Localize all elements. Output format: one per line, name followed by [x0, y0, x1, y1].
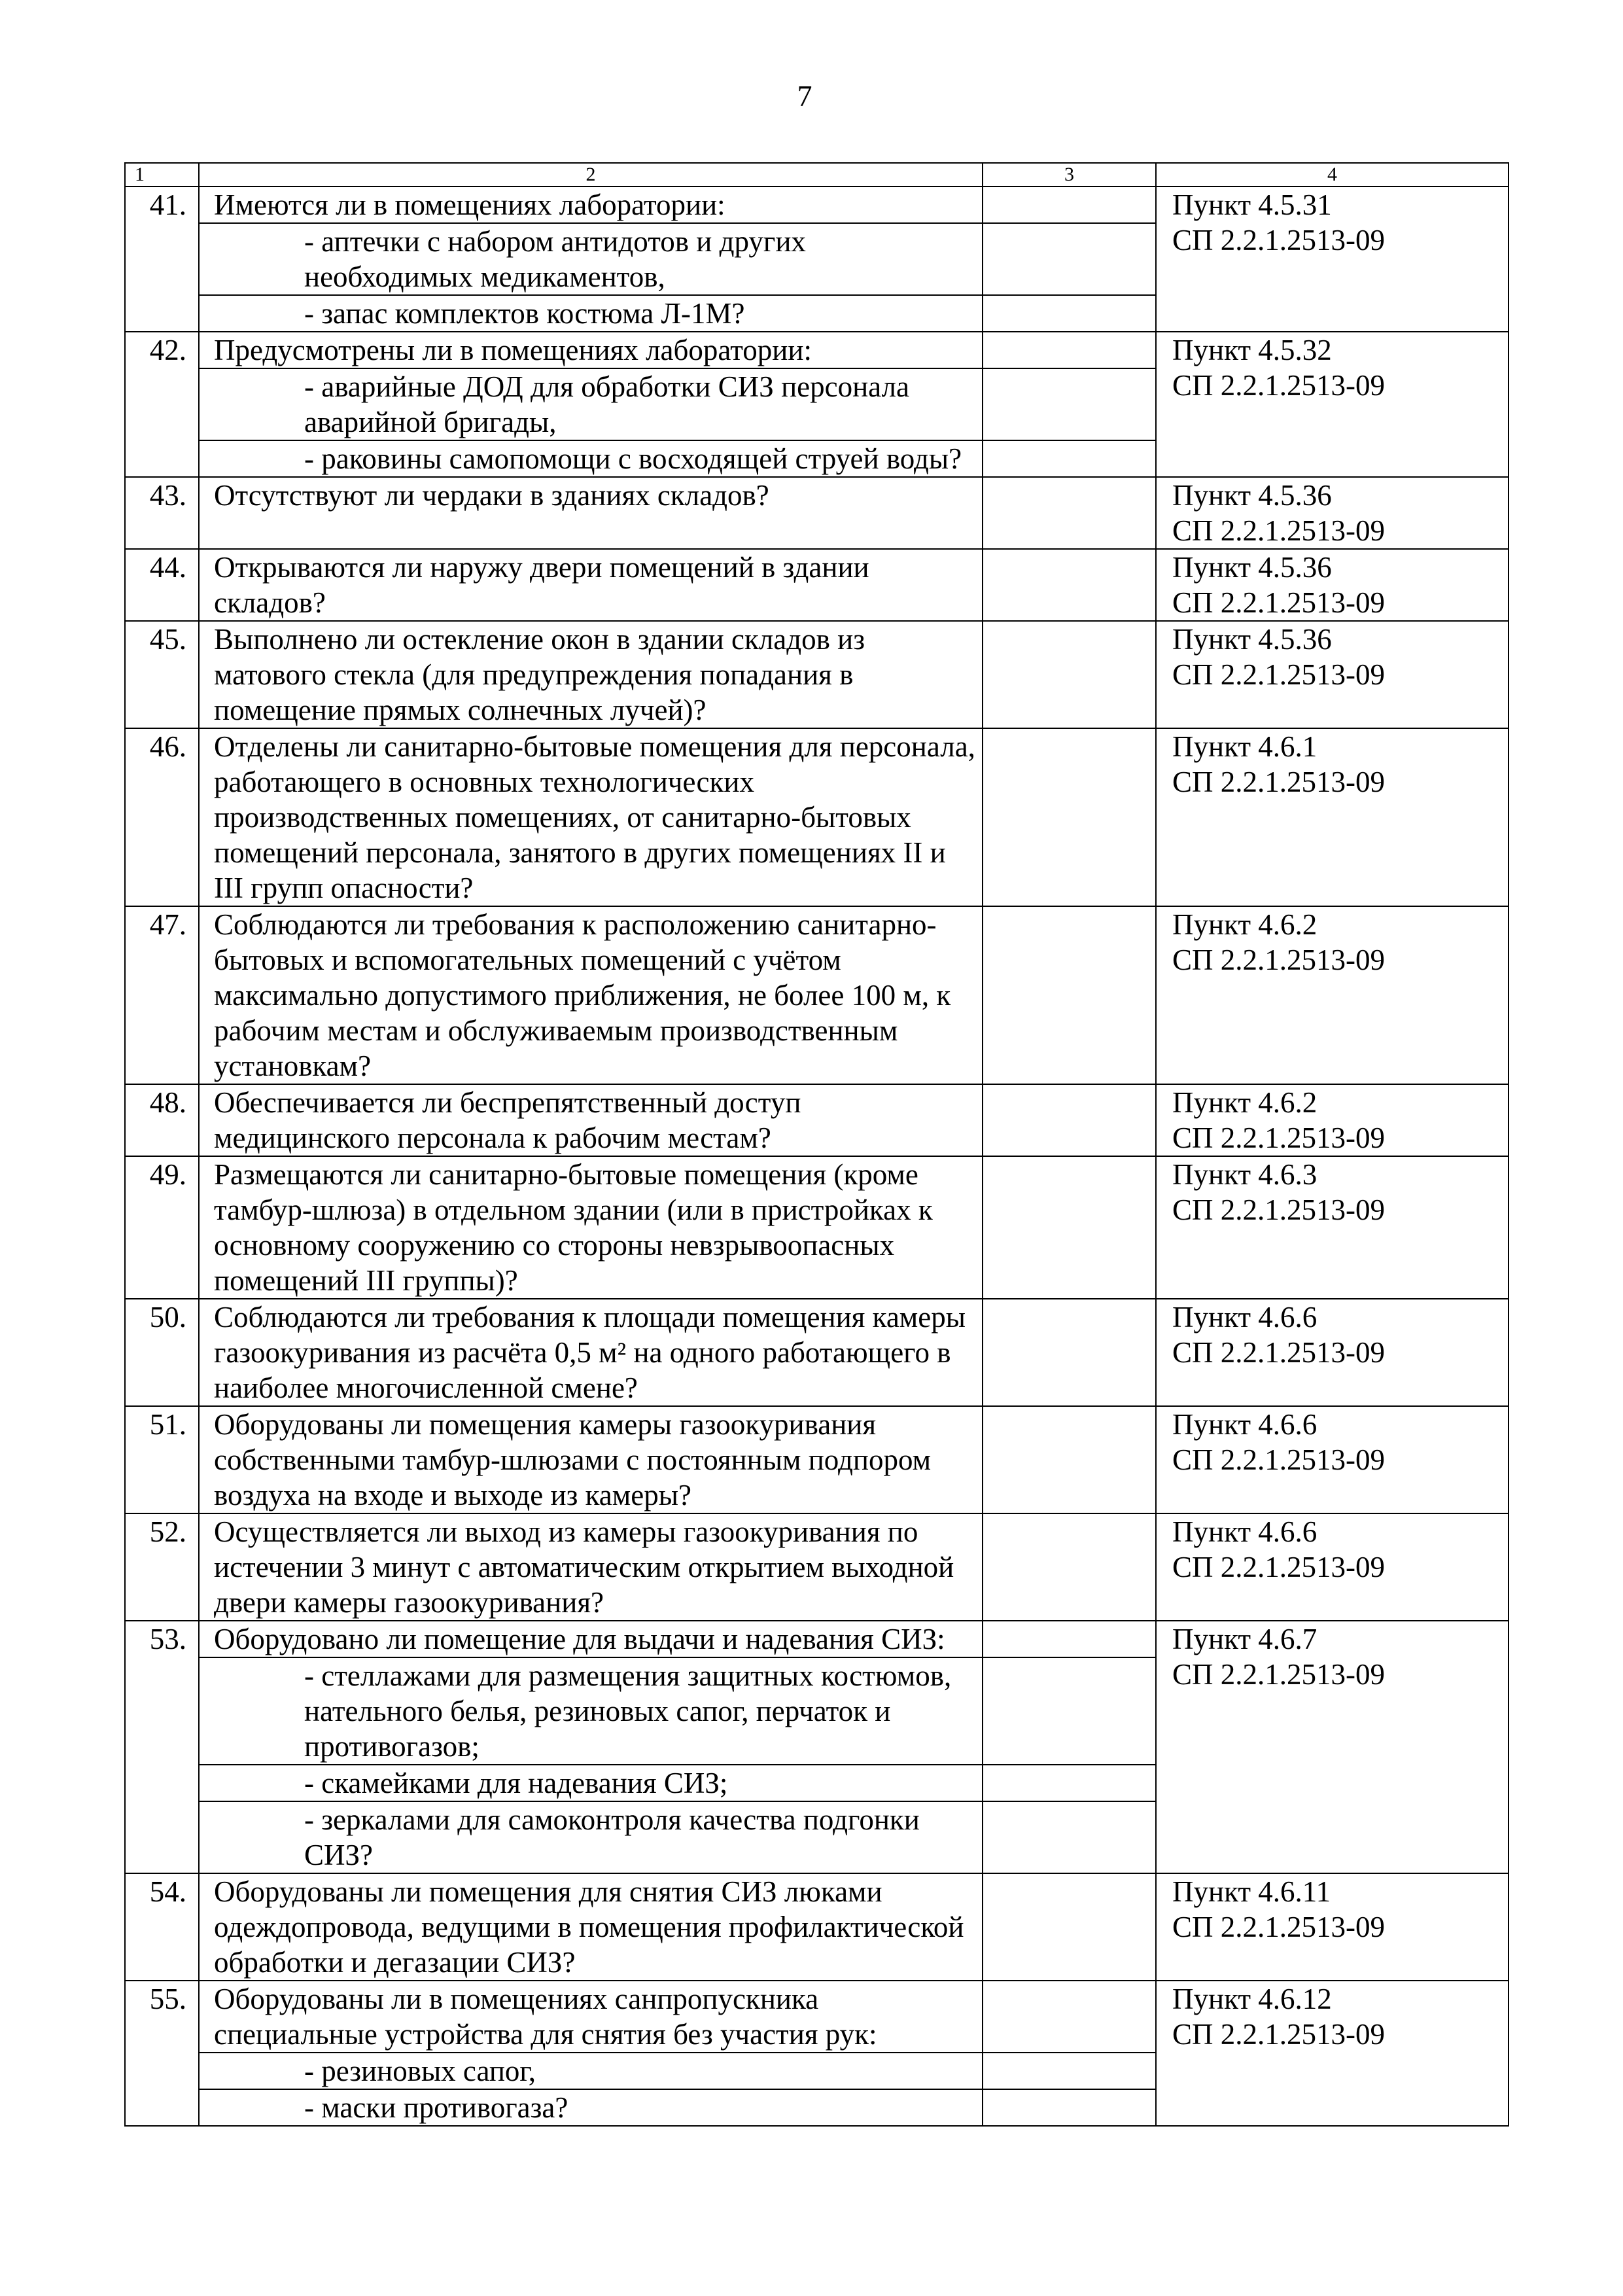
result-cell — [983, 1765, 1156, 1801]
item-question: Оборудованы ли в помещениях санпропускника специальные устройства для снятия без участия рук: — [199, 1981, 983, 2053]
result-cell — [983, 1156, 1156, 1299]
reference-point: Пункт 4.5.36 — [1172, 551, 1332, 584]
item-reference — [1156, 1513, 1509, 1621]
item-subquestion: - аварийные ДОД для обработки СИЗ персонала аварийной бригады, — [199, 368, 983, 440]
item-subquestion: - маски противогаза? — [199, 2089, 983, 2126]
table-row — [125, 332, 1509, 368]
item-subquestion: - стеллажами для размещения защитных костюмов, нательного белья, резиновых сапог, перчаток и противогазов; — [199, 1657, 983, 1765]
result-cell — [983, 1406, 1156, 1513]
reference-document: СП 2.2.1.2513-09 — [1172, 766, 1385, 798]
item-subquestion: - аптечки с набором антидотов и других необходимых медикаментов, — [199, 223, 983, 295]
item-number: 51. — [125, 1406, 199, 1513]
result-cell — [983, 1513, 1156, 1621]
item-reference — [1156, 477, 1509, 549]
item-reference — [1156, 728, 1509, 906]
table-row — [125, 549, 1509, 621]
result-cell — [983, 728, 1156, 906]
item-reference — [1156, 621, 1509, 728]
item-question: Отделены ли санитарно-бытовые помещения для персонала, работающего в основных технологических производственных помещениях, от санитарно-бытовых помещений персонала, занятого в других помещениях II и III групп опасности? — [199, 728, 983, 906]
result-cell — [983, 440, 1156, 477]
reference-point: Пункт 4.6.12 — [1172, 1983, 1332, 2015]
table-row — [125, 1873, 1509, 1981]
table-row — [125, 728, 1509, 906]
item-reference — [1156, 1621, 1509, 1873]
item-reference — [1156, 1406, 1509, 1513]
item-reference — [1156, 332, 1509, 477]
reference-document: СП 2.2.1.2513-09 — [1172, 1911, 1385, 1943]
item-question: Открываются ли наружу двери помещений в здании складов? — [199, 549, 983, 621]
table-row — [125, 186, 1509, 223]
item-number: 52. — [125, 1513, 199, 1621]
table-row — [125, 906, 1509, 1084]
table-row — [125, 1981, 1509, 2053]
column-header: 1 — [125, 163, 199, 186]
reference-point: Пункт 4.6.2 — [1172, 908, 1318, 941]
item-question: Соблюдаются ли требования к расположению санитарно-бытовых и вспомогательных помещений с учётом максимально допустимого приближения, не более 100 м, к рабочим местам и обслуживаемым производственным установкам? — [199, 906, 983, 1084]
reference-document: СП 2.2.1.2513-09 — [1172, 586, 1385, 619]
item-number: 54. — [125, 1873, 199, 1981]
item-number: 45. — [125, 621, 199, 728]
item-number: 55. — [125, 1981, 199, 2126]
reference-point: Пункт 4.6.3 — [1172, 1158, 1318, 1191]
reference-point: Пункт 4.6.1 — [1172, 730, 1318, 763]
result-cell — [983, 223, 1156, 295]
item-subquestion: - раковины самопомощи с восходящей струей воды? — [199, 440, 983, 477]
table-row — [125, 621, 1509, 728]
table-row — [125, 477, 1509, 549]
result-cell — [983, 621, 1156, 728]
result-cell — [983, 477, 1156, 549]
reference-document: СП 2.2.1.2513-09 — [1172, 1336, 1385, 1369]
reference-document: СП 2.2.1.2513-09 — [1172, 944, 1385, 976]
item-subquestion: - зеркалами для самоконтроля качества подгонки СИЗ? — [199, 1801, 983, 1873]
result-cell — [983, 1801, 1156, 1873]
reference-document: СП 2.2.1.2513-09 — [1172, 514, 1385, 547]
header-row — [125, 163, 1509, 186]
column-header: 4 — [1156, 163, 1509, 186]
item-reference — [1156, 1156, 1509, 1299]
reference-document: СП 2.2.1.2513-09 — [1172, 1193, 1385, 1226]
item-reference — [1156, 549, 1509, 621]
reference-point: Пункт 4.6.2 — [1172, 1086, 1318, 1119]
item-number: 43. — [125, 477, 199, 549]
result-cell — [983, 1873, 1156, 1981]
reference-document: СП 2.2.1.2513-09 — [1172, 1658, 1385, 1691]
page-number: 7 — [797, 79, 812, 113]
item-reference — [1156, 1084, 1509, 1156]
reference-point: Пункт 4.6.7 — [1172, 1623, 1318, 1655]
item-question: Оборудованы ли помещения камеры газоокуривания собственными тамбур-шлюзами с постоянным подпором воздуха на входе и выходе из камеры? — [199, 1406, 983, 1513]
item-reference — [1156, 1873, 1509, 1981]
item-number: 44. — [125, 549, 199, 621]
reference-document: СП 2.2.1.2513-09 — [1172, 2018, 1385, 2051]
reference-document: СП 2.2.1.2513-09 — [1172, 1551, 1385, 1583]
item-number: 42. — [125, 332, 199, 477]
table-row — [125, 1084, 1509, 1156]
table-row — [125, 1299, 1509, 1406]
column-header: 3 — [983, 163, 1156, 186]
item-question: Имеются ли в помещениях лаборатории: — [199, 186, 983, 223]
reference-point: Пункт 4.5.36 — [1172, 479, 1332, 512]
item-question: Осуществляется ли выход из камеры газоокуривания по истечении 3 минут с автоматическим открытием выходной двери камеры газоокуривания? — [199, 1513, 983, 1621]
item-reference — [1156, 186, 1509, 332]
item-number: 50. — [125, 1299, 199, 1406]
reference-point: Пункт 4.5.31 — [1172, 188, 1332, 221]
item-subquestion: - запас комплектов костюма Л-1М? — [199, 295, 983, 332]
reference-document: СП 2.2.1.2513-09 — [1172, 224, 1385, 256]
result-cell — [983, 368, 1156, 440]
item-question: Размещаются ли санитарно-бытовые помещения (кроме тамбур-шлюза) в отдельном здании (или в пристройках к основному сооружению со стороны невзрывоопасных помещений III группы)? — [199, 1156, 983, 1299]
item-question: Соблюдаются ли требования к площади помещения камеры газоокуривания из расчёта 0,5 м² на одного работающего в наиболее многочисленной смене? — [199, 1299, 983, 1406]
result-cell — [983, 1657, 1156, 1765]
item-number: 49. — [125, 1156, 199, 1299]
item-question: Оборудованы ли помещения для снятия СИЗ люками одеждопровода, ведущими в помещения профилактической обработки и дегазации СИЗ? — [199, 1873, 983, 1981]
item-number: 41. — [125, 186, 199, 332]
item-reference — [1156, 906, 1509, 1084]
item-number: 47. — [125, 906, 199, 1084]
item-reference — [1156, 1299, 1509, 1406]
item-reference — [1156, 1981, 1509, 2126]
reference-document: СП 2.2.1.2513-09 — [1172, 1443, 1385, 1476]
item-subquestion: - скамейками для надевания СИЗ; — [199, 1765, 983, 1801]
checklist-table — [124, 162, 1509, 2127]
item-question: Оборудовано ли помещение для выдачи и надевания СИЗ: — [199, 1621, 983, 1657]
reference-document: СП 2.2.1.2513-09 — [1172, 369, 1385, 402]
table-row — [125, 1406, 1509, 1513]
result-cell — [983, 1621, 1156, 1657]
result-cell — [983, 186, 1156, 223]
item-question: Обеспечивается ли беспрепятственный доступ медицинского персонала к рабочим местам? — [199, 1084, 983, 1156]
result-cell — [983, 2089, 1156, 2126]
result-cell — [983, 1084, 1156, 1156]
table-row — [125, 1621, 1509, 1657]
reference-point: Пункт 4.6.6 — [1172, 1515, 1318, 1548]
item-question: Предусмотрены ли в помещениях лаборатории: — [199, 332, 983, 368]
result-cell — [983, 1981, 1156, 2053]
reference-point: Пункт 4.6.6 — [1172, 1408, 1318, 1441]
reference-document: СП 2.2.1.2513-09 — [1172, 1122, 1385, 1154]
result-cell — [983, 295, 1156, 332]
item-number: 53. — [125, 1621, 199, 1873]
item-number: 46. — [125, 728, 199, 906]
item-number: 48. — [125, 1084, 199, 1156]
table-row — [125, 1513, 1509, 1621]
item-question: Выполнено ли остекление окон в здании складов из матового стекла (для предупреждения попадания в помещение прямых солнечных лучей)? — [199, 621, 983, 728]
reference-point: Пункт 4.6.11 — [1172, 1875, 1331, 1908]
result-cell — [983, 1299, 1156, 1406]
result-cell — [983, 549, 1156, 621]
column-header: 2 — [199, 163, 983, 186]
item-subquestion: - резиновых сапог, — [199, 2053, 983, 2089]
table-row — [125, 1156, 1509, 1299]
item-question: Отсутствуют ли чердаки в зданиях складов? — [199, 477, 983, 549]
reference-document: СП 2.2.1.2513-09 — [1172, 658, 1385, 691]
result-cell — [983, 332, 1156, 368]
reference-point: Пункт 4.5.32 — [1172, 334, 1332, 366]
reference-point: Пункт 4.6.6 — [1172, 1301, 1318, 1333]
result-cell — [983, 906, 1156, 1084]
result-cell — [983, 2053, 1156, 2089]
reference-point: Пункт 4.5.36 — [1172, 623, 1332, 656]
